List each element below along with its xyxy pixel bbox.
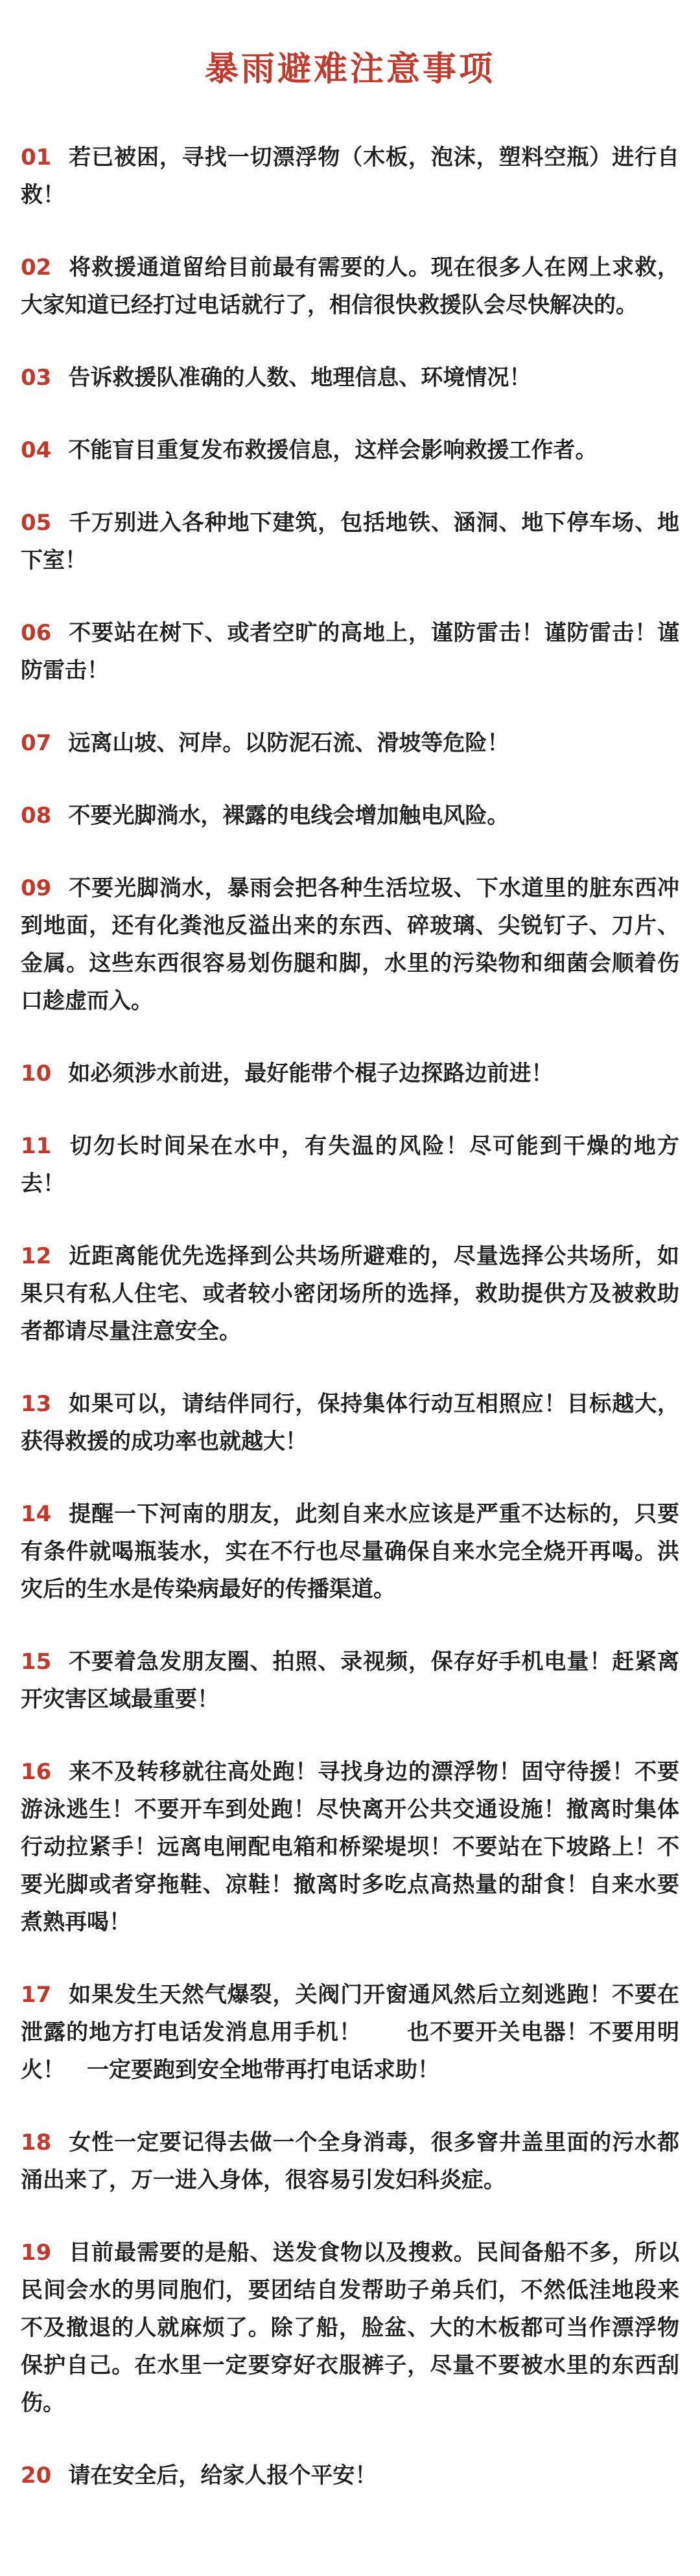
- list-item: [21, 1127, 679, 1202]
- item-number: 11: [21, 1133, 52, 1159]
- item-text: 远离山坡、河岸。以防泥石流、滑坡等危险！: [68, 730, 509, 756]
- item-text: 女性一定要记得去做一个全身消毒，很多窨井盖里面的污水都涌出来了，万一进入身体，很容易引发妇科炎症。: [21, 2130, 679, 2193]
- item-number: 17: [21, 1982, 52, 2008]
- item-number: 07: [21, 730, 52, 756]
- item-number: 14: [21, 1501, 52, 1527]
- item-number: 12: [21, 1243, 52, 1269]
- list-item: [21, 1643, 679, 1718]
- item-text: 不能盲目重复发布救援信息，这样会影响救援工作者。: [68, 437, 598, 463]
- item-text: 不要站在树下、或者空旷的高地上，谨防雷击！谨防雷击！谨防雷击！: [21, 620, 679, 684]
- item-number: 02: [21, 255, 52, 281]
- item-text: 千万别进入各种地下建筑，包括地铁、涵洞、地下停车场、地下室！: [21, 510, 679, 573]
- list-item: [21, 869, 679, 1020]
- item-number: 18: [21, 2130, 52, 2156]
- item-text: 如必须涉水前进，最好能带个棍子边探路边前进！: [68, 1061, 554, 1087]
- list-item: [21, 2234, 679, 2422]
- item-number: 03: [21, 365, 52, 391]
- item-text: 提醒一下河南的朋友，此刻自来水应该是严重不达标的，只要有条件就喝瓶装水，实在不行也尽量确保自来水完全烧开再喝。洪灾后的生水是传染病最好的传播渠道。: [21, 1501, 679, 1602]
- item-text: 来不及转移就往高处跑！寻找身边的漂浮物！固守待援！不要游泳逃生！不要开车到处跑！尽快离开公共交通设施！撤离时集体行动拉紧手！远离电闸配电箱和桥梁堤坝！不要站在下坡路上！不要光脚或者穿拖鞋、凉鞋！撤离时多吃点高热量的甜食！自来水要煮熟再喝！: [21, 1759, 679, 1935]
- list-item: [21, 797, 679, 834]
- item-number: 13: [21, 1391, 52, 1417]
- item-text: 近距离能优先选择到公共场所避难的，尽量选择公共场所，如果只有私人住宅、或者较小密闭场所的选择，救助提供方及被救助者都请尽量注意安全。: [21, 1243, 679, 1344]
- list-item: [21, 431, 679, 469]
- item-text: 告诉救援队准确的人数、地理信息、环境情况！: [68, 365, 531, 391]
- list-item: [21, 1753, 679, 1941]
- item-text: 切勿长时间呆在水中，有失温的风险！尽可能到干燥的地方去！: [21, 1133, 679, 1197]
- item-number: 05: [21, 510, 52, 536]
- list-item: [21, 1495, 679, 1608]
- list-item: [21, 724, 679, 762]
- list-item: [21, 139, 679, 214]
- item-number: 20: [21, 2463, 52, 2489]
- page-title: 暴雨避难注意事项: [204, 50, 495, 89]
- list-item: [21, 2457, 679, 2494]
- list-item: [21, 1385, 679, 1460]
- list-item: [21, 504, 679, 579]
- item-text: 如果可以，请结伴同行，保持集体行动互相照应！目标越大，获得救援的成功率也就越大！: [21, 1391, 679, 1455]
- item-number: 19: [21, 2240, 52, 2266]
- item-list: [21, 139, 679, 2494]
- item-number: 15: [21, 1649, 52, 1675]
- item-number: 08: [21, 803, 52, 829]
- item-text: 不要光脚淌水，暴雨会把各种生活垃圾、下水道里的脏东西冲到地面，还有化粪池反溢出来的东西、碎玻璃、尖锐钉子、刀片、金属。这些东西很容易划伤腿和脚，水里的污染物和细菌会顺着伤口趁虚而入。: [21, 875, 679, 1014]
- item-text: 若已被困，寻找一切漂浮物（木板，泡沫，塑料空瓶）进行自救！: [21, 144, 679, 208]
- list-item: [21, 359, 679, 397]
- item-number: 01: [21, 144, 52, 170]
- list-item: [21, 1237, 679, 1350]
- item-text: 目前最需要的是船、送发食物以及搜救。民间备船不多，所以民间会水的男同胞们，要团结自发帮助子弟兵们，不然低洼地段来不及撤退的人就麻烦了。除了船，脸盆、大的木板都可当作漂浮物保护自己。在水里一定要穿好衣服裤子，尽量不要被水里的东西刮伤。: [21, 2240, 679, 2416]
- item-number: 06: [21, 620, 52, 646]
- item-text: 如果发生天然气爆裂，关阀门开窗通风然后立刻逃跑！不要在泄露的地方打电话发消息用手机！ 也不要开关电器！不要用明火！ 一定要跑到安全地带再打电话求助！: [21, 1982, 679, 2083]
- list-item: [21, 249, 679, 324]
- item-text: 请在安全后，给家人报个平安！: [68, 2463, 377, 2489]
- list-item: [21, 1976, 679, 2089]
- list-item: [21, 1055, 679, 1092]
- list-item: [21, 2124, 679, 2199]
- item-text: 将救援通道留给目前最有需要的人。现在很多人在网上求救，大家知道已经打过电话就行了，相信很快救援队会尽快解决的。: [21, 255, 679, 318]
- item-number: 04: [21, 437, 52, 463]
- item-number: 10: [21, 1061, 52, 1087]
- item-number: 09: [21, 875, 52, 901]
- list-item: [21, 614, 679, 689]
- item-text: 不要着急发朋友圈、拍照、录视频，保存好手机电量！赶紧离开灾害区域最重要！: [21, 1649, 679, 1712]
- item-number: 16: [21, 1759, 52, 1785]
- item-text: 不要光脚淌水，裸露的电线会增加触电风险。: [68, 803, 509, 829]
